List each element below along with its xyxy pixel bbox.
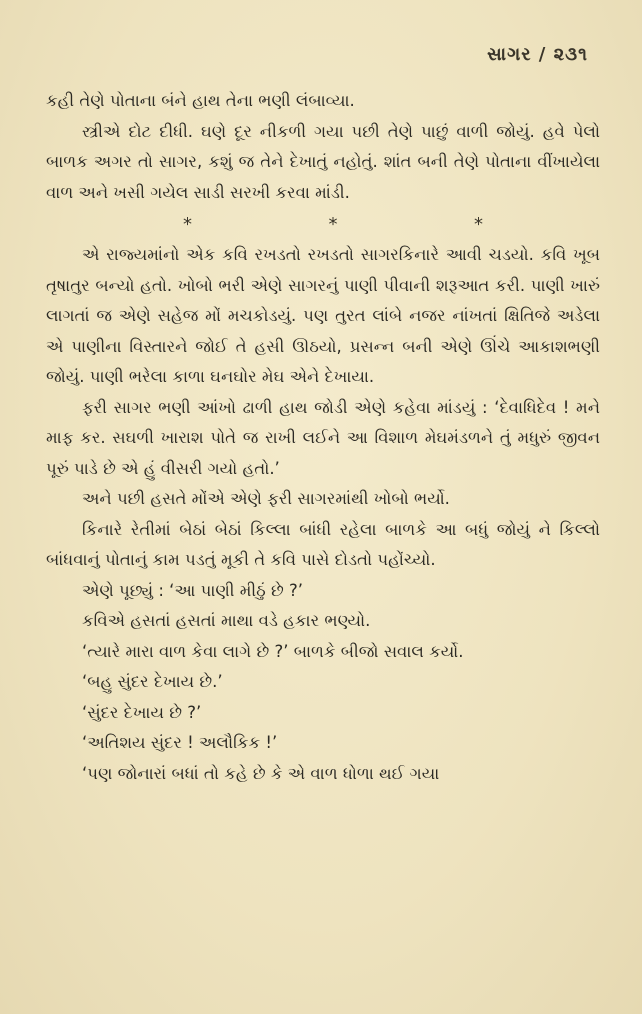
paragraph-2: સ્ત્રીએ દોટ દીધી. ઘણે દૂર નીકળી ગયા પછી તેણે પાછું વાળી જોયું. હવે પેલો બાળક અગર તો સાગર, કશું જ તેને દેખાતું નહોતું. શાંત બની તેણે પોતાના વીંખાયેલા વાળ અને ખસી ગયેલ સાડી સરખી કરવા માંડી. bbox=[46, 121, 600, 202]
paragraph-5: અને પછી હસતે મોંએ એણે ફરી સાગરમાંથી ખોબો ભર્યો. bbox=[82, 489, 450, 508]
section-separator bbox=[163, 212, 483, 238]
separator-star: * bbox=[474, 214, 483, 235]
paragraph-4: ફરી સાગર ભણી આંખો ઢાળી હાથ જોડી એણે કહેવા માંડયું : ‘દેવાધિદેવ ! મને માફ કર. સઘળી ખારાશ પોતે જ રાખી લઈને આ વિશાળ મેઘમંડળને તું મધુરું જીવન પૂરું પાડે છે એ હું વીસરી ગયો હતો.’ bbox=[46, 397, 600, 478]
paragraph-3: એ રાજ્યમાંનો એક કવિ રખડતો રખડતો સાગરકિનારે આવી ચડયો. કવિ ખૂબ તૃષાતુર બન્યો હતો. ખોબો ભરી એણે સાગરનું પાણી પીવાની શરૂઆત કરી. પાણી ખારું લાગતાં જ એણે સહેજ મોં મચકોડયું. પણ તુરત લાંબે નજર નાંખતાં ક્ષિતિજે અડેલા એ પાણીના વિસ્તારને જોઈ તે હસી ઊઠયો, પ્રસન્ન બની એણે ઊંચે આકાશભણી જોયું. પાણી ભરેલા કાળા ઘનઘોર મેઘ એને દેખાયા. bbox=[46, 245, 600, 386]
body-text bbox=[46, 86, 600, 789]
paragraph-9: ‘ત્યારે મારા વાળ કેવા લાગે છે ?’ બાળકે બીજો સવાલ કર્યો. bbox=[82, 641, 464, 661]
paragraph-1: કહી તેણે પોતાના બંને હાથ તેના ભણી લંબાવ્યા. bbox=[46, 91, 355, 110]
paragraph-12: ‘અતિશય સુંદર ! અલૌકિક !’ bbox=[82, 733, 278, 752]
paragraph-8: કવિએ હસતાં હસતાં માથા વડે હકાર ભણ્યો. bbox=[82, 611, 371, 630]
paragraph-6: કિનારે રેતીમાં બેઠાં બેઠાં કિલ્લા બાંધી રહેલા બાળકે આ બધું જોયું ને કિલ્લો બાંધવાનું પોતાનું કામ પડતું મૂકી તે કવિ પાસે દોડતો પહોંચ્યો. bbox=[46, 519, 600, 569]
paragraph-11: ‘સુંદર દેખાય છે ?’ bbox=[82, 702, 202, 722]
separator-star: * bbox=[183, 214, 192, 235]
paragraph-13: ‘પણ જોનારાં બધાં તો કહે છે કે એ વાળ ધોળા થઈ ગયા bbox=[82, 763, 440, 783]
running-head: સાગર / ૨૩૧ bbox=[487, 44, 588, 65]
separator-star: * bbox=[328, 214, 338, 235]
paragraph-7: એણે પૂછ્યું : ‘આ પાણી મીઠું છે ?’ bbox=[82, 580, 303, 600]
paragraph-10: ‘બહુ સુંદર દેખાય છે.’ bbox=[82, 672, 223, 691]
